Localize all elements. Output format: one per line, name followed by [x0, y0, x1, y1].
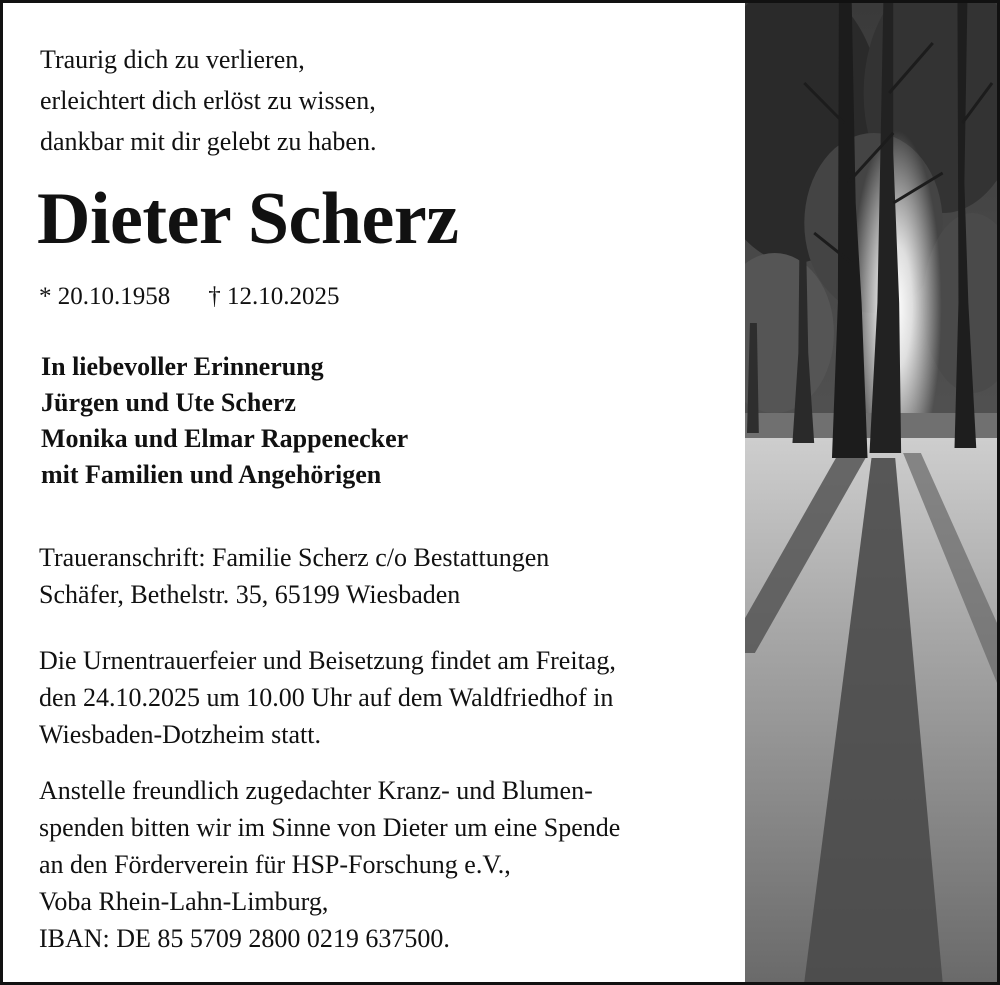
ceremony-line: Wiesbaden-Dotzheim statt.: [39, 720, 321, 749]
ceremony-line: Die Urnentrauerfeier und Beisetzung findet am Freitag,: [39, 646, 616, 675]
address-line: Traueranschrift: Familie Scherz c/o Bestattungen: [39, 543, 550, 572]
donation-line: an den Förderverein für HSP-Forschung e.V.,: [39, 850, 511, 879]
death-date: † 12.10.2025: [208, 283, 340, 310]
motto-line: erleichtert dich erlöst zu wissen,: [40, 86, 376, 115]
life-dates: [39, 283, 340, 311]
donation-line: spenden bitten wir im Sinne von Dieter um eine Spende: [39, 813, 621, 842]
motto-line: dankbar mit dir gelebt zu haben.: [40, 127, 377, 156]
park-trees-photo-icon: [745, 3, 997, 982]
mourners-block: [41, 349, 408, 493]
mourners-line: Monika und Elmar Rappenecker: [41, 424, 409, 453]
mourners-line: mit Familien und Angehörigen: [41, 460, 382, 489]
donation-line: IBAN: DE 85 5709 2800 0219 637500.: [39, 924, 450, 953]
text-column: [3, 3, 745, 982]
mourners-line: Jürgen und Ute Scherz: [41, 388, 296, 417]
mourning-address: [39, 539, 549, 613]
birth-date: * 20.10.1958: [39, 283, 171, 310]
ceremony-line: den 24.10.2025 um 10.00 Uhr auf dem Waldfriedhof in: [39, 683, 614, 712]
deceased-name: Dieter Scherz: [37, 178, 459, 260]
donation-request: [39, 772, 620, 957]
address-line: Schäfer, Bethelstr. 35, 65199 Wiesbaden: [39, 580, 461, 609]
ceremony-info: [39, 642, 616, 753]
motto-line: Traurig dich zu verlieren,: [40, 45, 305, 74]
mourners-line: In liebevoller Erinnerung: [41, 352, 324, 381]
donation-line: Anstelle freundlich zugedachter Kranz- und Blumen-: [39, 776, 593, 805]
park-trees-photo: [745, 3, 997, 982]
donation-line: Voba Rhein-Lahn-Limburg,: [39, 887, 329, 916]
motto-verse: [40, 39, 376, 162]
